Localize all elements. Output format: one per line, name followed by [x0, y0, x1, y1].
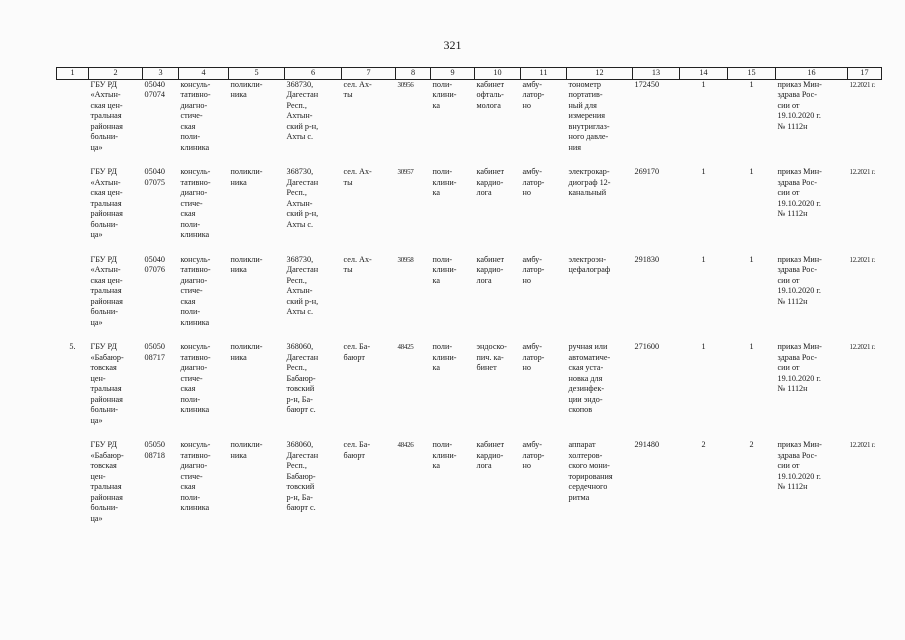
care-type-cell: амбу- латор- но	[522, 254, 545, 285]
row-number	[57, 79, 89, 153]
organization-cell: ГБУ РД «Бабаюр- товская цен- тральная районная больни- ца»	[90, 440, 124, 523]
care-type-cell: амбу- латор- но	[522, 440, 545, 470]
code-cell: 05050 08718	[144, 440, 165, 460]
department-cell: поли- клини- ка	[432, 79, 457, 110]
organization-cell: ГБУ РД «Ахтын- ская цен- тральная районная больни- ца»	[90, 79, 123, 152]
column-header: 8	[396, 68, 431, 80]
spacer-cell	[57, 241, 882, 255]
price-cell: 269170	[634, 167, 660, 176]
organization-cell: ГБУ РД «Бабаюр- товская цен- тральная районная больни- ца»	[90, 342, 124, 425]
institution-type-cell: консуль- тативно- диагно- стиче- ская поли- клиника	[180, 79, 211, 152]
address-cell: 368060, Дагестан Респ., Бабаюр- товский р-н, Ба- баюрт с.	[286, 440, 319, 512]
column-header: 9	[431, 68, 475, 80]
code-cell: 05050 08717	[144, 342, 165, 362]
institution-type-cell: консуль- тативно- диагно- стиче- ская поли- клиника	[180, 254, 211, 327]
quantity-cell: 2	[701, 440, 706, 449]
row-spacer	[57, 328, 882, 342]
quantity-cell: 1	[701, 167, 706, 176]
institution-type-cell: консуль- тативно- диагно- стиче- ская поли- клиника	[180, 440, 211, 512]
locality-cell: сел. Ах- ты	[343, 167, 372, 187]
table-row	[57, 167, 882, 241]
code-cell: 05040 07075	[144, 167, 165, 187]
date-cell: 12.2021 г.	[849, 80, 875, 89]
equipment-cell: электрокар- диограф 12- канальный	[568, 167, 611, 197]
table-header-row	[57, 68, 882, 80]
locality-cell: сел. Ба- баюрт	[343, 440, 371, 460]
equipment-cell: электроэн- цефалограф	[568, 254, 611, 274]
column-header: 5	[229, 68, 285, 80]
spacer-cell	[57, 426, 882, 440]
locality-cell: сел. Ах- ты	[343, 254, 372, 274]
unit-cell: поликли- ника	[230, 342, 263, 362]
table-row	[57, 440, 882, 524]
quantity-cell: 1	[701, 79, 706, 89]
price-cell: 291830	[634, 254, 660, 264]
column-header: 2	[89, 68, 143, 80]
quantity-cell: 1	[749, 342, 754, 351]
row-number: 5.	[69, 342, 76, 351]
table-row	[57, 255, 882, 329]
care-type-cell: амбу- латор- но	[522, 167, 545, 197]
order-cell: приказ Мин- здрава Рос- сии от 19.10.2020 г. № 1112н	[777, 440, 822, 491]
price-cell: 172450	[634, 79, 660, 89]
row-spacer	[57, 241, 882, 255]
department-cell: поли- клини- ка	[432, 440, 457, 470]
date-cell: 12.2021 г.	[849, 255, 875, 264]
organization-cell: ГБУ РД «Ахтын- ская цен- тральная районная больни- ца»	[90, 254, 123, 327]
code-cell: 05040 07074	[144, 79, 165, 99]
department-cell: поли- клини- ка	[432, 342, 457, 372]
spacer-cell	[57, 153, 882, 167]
quantity-cell: 2	[749, 440, 754, 449]
column-header: 7	[342, 68, 396, 80]
column-header: 15	[728, 68, 776, 80]
price-cell: 291480	[634, 440, 660, 449]
row-spacer	[57, 426, 882, 440]
room-cell: кабинет кардио- лога	[476, 167, 505, 197]
table-row	[57, 79, 882, 153]
column-header: 6	[285, 68, 342, 80]
quantity-cell: 1	[749, 167, 754, 176]
column-header: 4	[179, 68, 229, 80]
row-spacer	[57, 153, 882, 167]
quantity-cell: 1	[701, 342, 706, 351]
id-cell: 48425	[397, 343, 414, 351]
order-cell: приказ Мин- здрава Рос- сии от 19.10.2020 г. № 1112н	[777, 254, 822, 306]
organization-cell: ГБУ РД «Ахтын- ская цен- тральная районная больни- ца»	[90, 167, 123, 239]
unit-cell: поликли- ника	[230, 79, 263, 99]
care-type-cell: амбу- латор- но	[522, 79, 545, 110]
locality-cell: сел. Ах- ты	[343, 79, 372, 99]
spacer-cell	[57, 328, 882, 342]
room-cell: кабинет офталь- молога	[476, 79, 505, 110]
address-cell: 368730, Дагестан Респ., Ахтын- ский р-н, Ахты с.	[286, 167, 319, 229]
department-cell: поли- клини- ка	[432, 254, 457, 285]
price-cell: 271600	[634, 342, 660, 351]
address-cell: 368730, Дагестан Респ., Ахтын- ский р-н, Ахты с.	[286, 79, 319, 141]
column-header: 11	[521, 68, 567, 80]
id-cell: 30958	[397, 255, 414, 264]
unit-cell: поликли- ника	[230, 167, 263, 187]
id-cell: 30957	[397, 168, 414, 176]
care-type-cell: амбу- латор- но	[522, 342, 545, 372]
equipment-table	[56, 67, 882, 524]
row-number	[57, 255, 89, 329]
unit-cell: поликли- ника	[230, 440, 263, 460]
column-header: 10	[475, 68, 521, 80]
locality-cell: сел. Ба- баюрт	[343, 342, 371, 362]
row-number	[57, 440, 89, 524]
page-number: 321	[443, 38, 462, 52]
quantity-cell: 1	[701, 254, 706, 264]
quantity-cell: 1	[749, 254, 754, 264]
room-cell: кабинет кардио- лога	[476, 440, 505, 470]
address-cell: 368060, Дагестан Респ., Бабаюр- товский р-н, Ба- баюрт с.	[286, 342, 319, 414]
order-cell: приказ Мин- здрава Рос- сии от 19.10.2020 г. № 1112н	[777, 342, 822, 393]
column-header: 16	[776, 68, 848, 80]
institution-type-cell: консуль- тативно- диагно- стиче- ская поли- клиника	[180, 342, 211, 414]
column-header: 3	[143, 68, 179, 80]
id-cell: 30956	[397, 80, 414, 89]
room-cell: кабинет кардио- лога	[476, 254, 505, 285]
id-cell: 48426	[397, 441, 414, 449]
institution-type-cell: консуль- тативно- диагно- стиче- ская поли- клиника	[180, 167, 211, 239]
unit-cell: поликли- ника	[230, 254, 263, 274]
room-cell: эндоско- пич. ка- бинет	[476, 342, 507, 372]
table-row	[57, 342, 882, 426]
department-cell: поли- клини- ка	[432, 167, 457, 197]
date-cell: 12.2021 г.	[849, 441, 875, 449]
order-cell: приказ Мин- здрава Рос- сии от 19.10.2020 г. № 1112н	[777, 79, 822, 131]
code-cell: 05040 07076	[144, 254, 165, 274]
date-cell: 12.2021 г.	[849, 168, 875, 176]
equipment-cell: аппарат холтеров- ского мони- торирования сердечного ритма	[568, 440, 613, 502]
column-header: 1	[57, 68, 89, 80]
address-cell: 368730, Дагестан Респ., Ахтын- ский р-н, Ахты с.	[286, 254, 319, 316]
column-header: 13	[633, 68, 680, 80]
equipment-cell: тонометр портатив- ный для измерения внутриглаз- ного давле- ния	[568, 79, 610, 152]
column-header: 14	[680, 68, 728, 80]
row-number	[57, 167, 89, 241]
date-cell: 12.2021 г.	[849, 343, 875, 351]
column-header: 17	[848, 68, 882, 80]
quantity-cell: 1	[749, 79, 754, 89]
column-header: 12	[567, 68, 633, 80]
order-cell: приказ Мин- здрава Рос- сии от 19.10.2020 г. № 1112н	[777, 167, 822, 218]
equipment-cell: ручная или автоматиче- ская уста- новка для дезинфек- ции эндо- скопов	[568, 342, 611, 414]
